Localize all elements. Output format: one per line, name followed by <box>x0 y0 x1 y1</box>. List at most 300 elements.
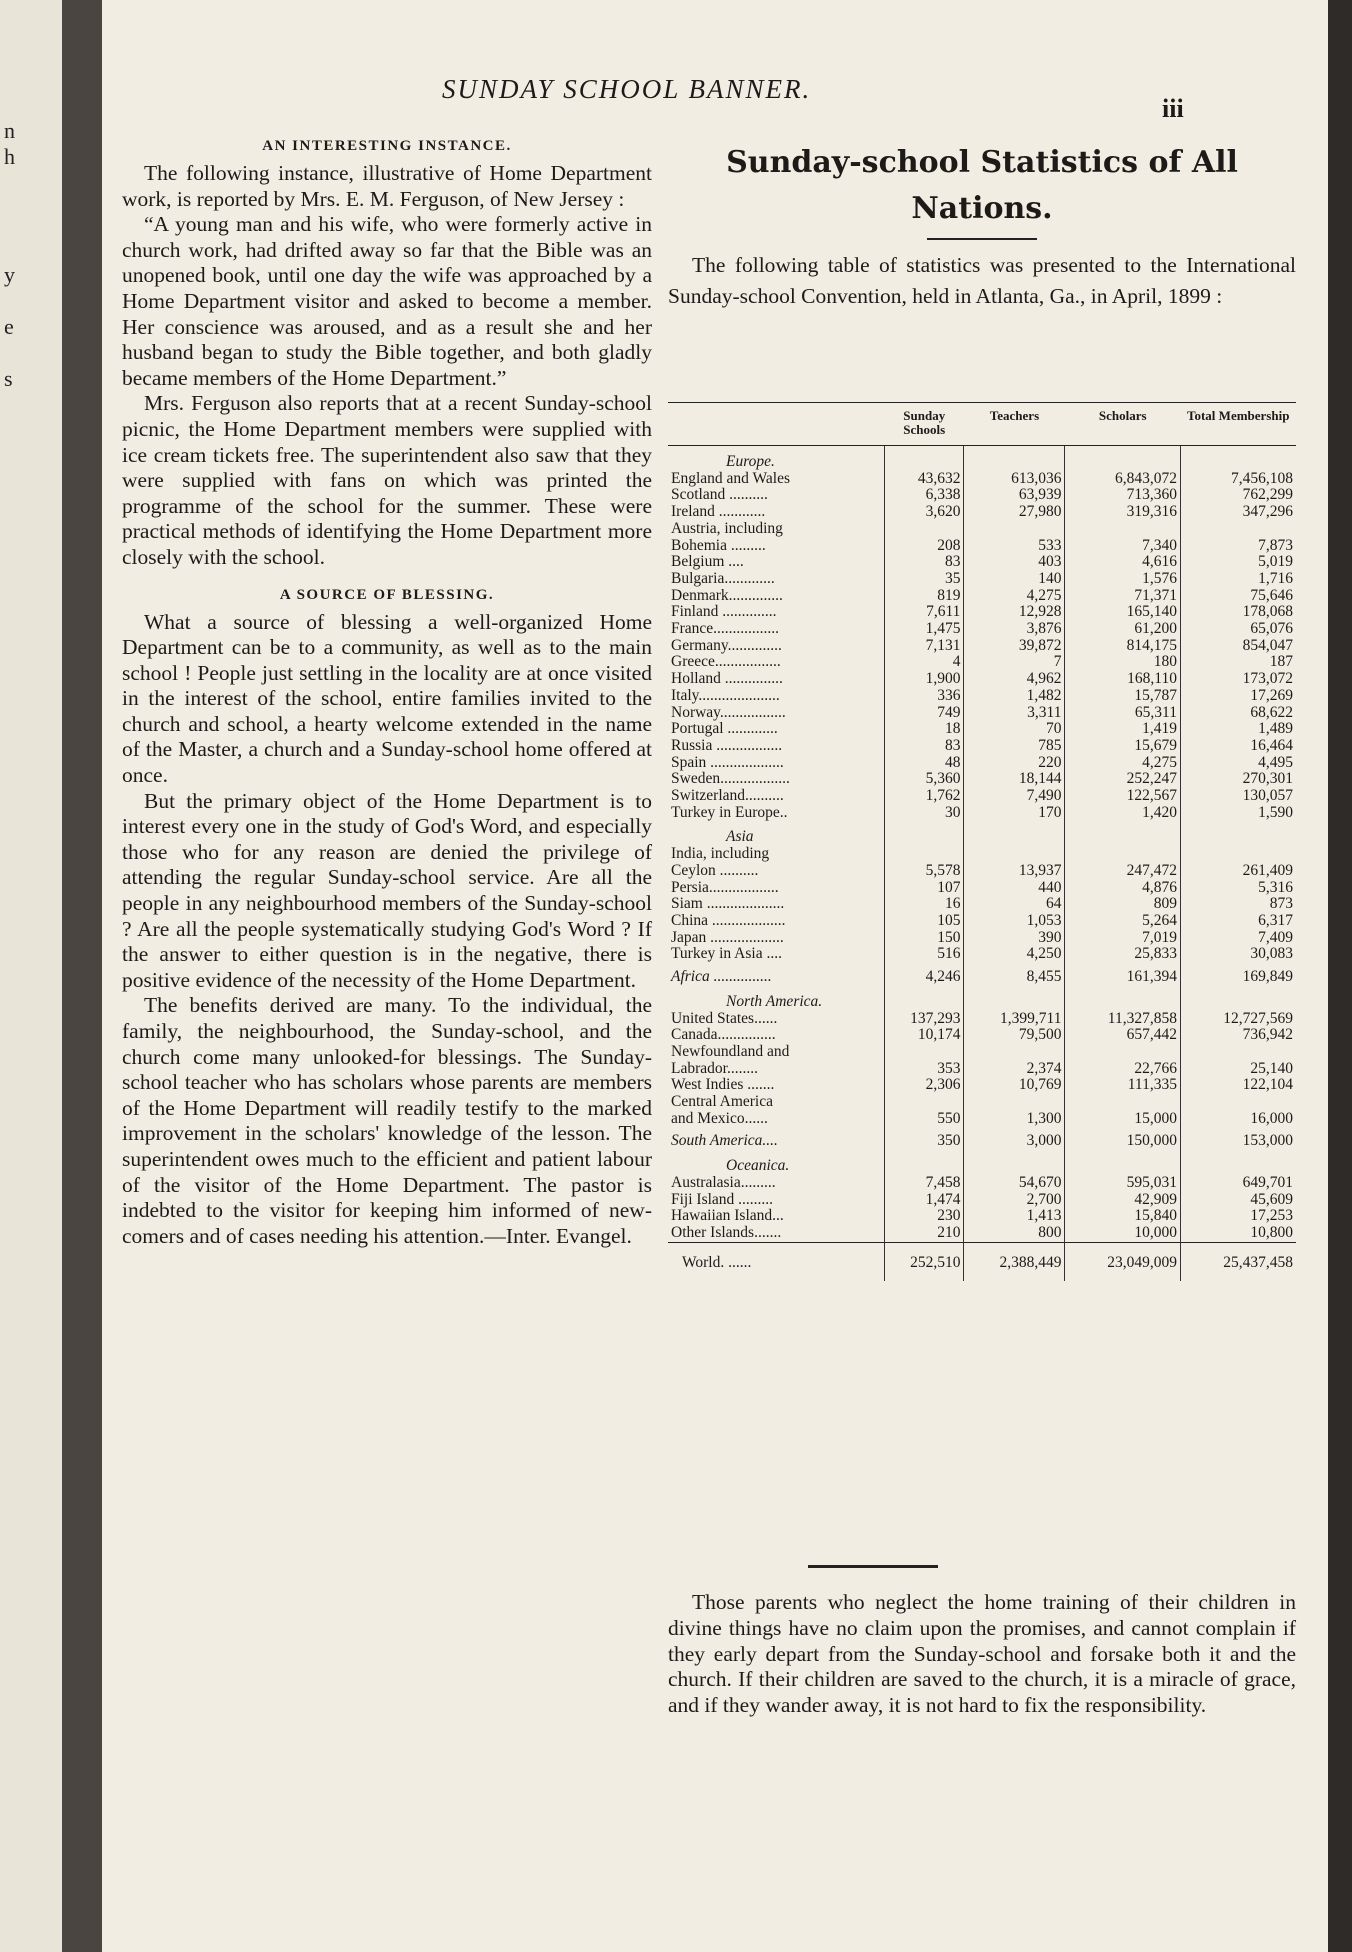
running-title: SUNDAY SCHOOL BANNER. <box>442 74 812 104</box>
table-value: 4,275 <box>964 588 1065 605</box>
adjacent-page-strip <box>0 0 62 1952</box>
table-value: 83 <box>885 554 964 571</box>
country-name: Siam .................... <box>671 895 785 913</box>
country-name: Turkey in Europe.. <box>671 803 788 821</box>
table-cell <box>1180 821 1296 846</box>
table-value: 5,360 <box>885 771 964 788</box>
table-value: 800 <box>964 1225 1065 1242</box>
table-value: 533 <box>964 538 1065 555</box>
table-row <box>668 588 1296 605</box>
table-value: 2,306 <box>885 1077 964 1094</box>
table-row <box>668 654 1296 671</box>
table-value: 230 <box>885 1208 964 1225</box>
table-value <box>885 1044 964 1061</box>
table-value: 83 <box>885 738 964 755</box>
country-name: Greece................. <box>671 653 781 671</box>
table-value: 353 <box>885 1061 964 1078</box>
table-value: 3,620 <box>885 504 964 521</box>
table-value: 25,833 <box>1065 946 1180 963</box>
table-value: 165,140 <box>1065 604 1180 621</box>
table-value: 7,490 <box>964 788 1065 805</box>
table-value: 4,876 <box>1065 880 1180 897</box>
table-row <box>668 471 1296 488</box>
region-name: Asia <box>726 828 754 846</box>
country-name: Bulgaria............. <box>671 569 775 587</box>
table-value: 18 <box>885 721 964 738</box>
table-value: 30,083 <box>1180 946 1296 963</box>
country-name: Other Islands....... <box>671 1223 782 1241</box>
table-value: 105 <box>885 913 964 930</box>
table-row <box>668 705 1296 722</box>
table-value: 657,442 <box>1065 1027 1180 1044</box>
table-value: 440 <box>964 880 1065 897</box>
table-value: 63,939 <box>964 487 1065 504</box>
table-cell <box>1065 986 1180 1011</box>
table-value: 3,000 <box>964 1133 1065 1150</box>
country-name: United States...... <box>671 1009 778 1027</box>
country-name: Finland .............. <box>671 603 777 621</box>
table-value <box>964 1094 1065 1111</box>
table-body <box>668 446 1296 1282</box>
table-row <box>668 571 1296 588</box>
table-value: 150 <box>885 930 964 947</box>
table-value: 1,419 <box>1065 721 1180 738</box>
table-cell <box>885 1150 964 1175</box>
table-value: 79,500 <box>964 1027 1065 1044</box>
table-row <box>668 946 1296 963</box>
table-value: 7,409 <box>1180 930 1296 947</box>
article-title: AN INTERESTING INSTANCE. <box>262 138 512 154</box>
table-header-blank <box>668 403 885 446</box>
article-paragraph: But the primary object of the Home Department is to interest every one in the study of God's Word, and especially those who for any reason are denied the privilege of attending the regular Sunday-school service. Are all the people in any neighbourhood members of the Sunday-school ? Are all the people systematically studying God's Word ? If the answer to either question is in the negative, there is positive evidence of the necessity of the Home Department. <box>122 788 652 992</box>
region-name: Europe. <box>726 453 775 470</box>
table-row <box>668 1094 1296 1111</box>
table-value: 208 <box>885 538 964 555</box>
table-value: 122,567 <box>1065 788 1180 805</box>
table-row <box>668 1077 1296 1094</box>
table-value: 27,980 <box>964 504 1065 521</box>
table-value: 4 <box>885 654 964 671</box>
table-value: 7 <box>964 654 1065 671</box>
table-value: 8,455 <box>964 969 1065 986</box>
table-value: 54,670 <box>964 1175 1065 1192</box>
right-column <box>668 140 1296 1718</box>
table-row <box>668 1208 1296 1225</box>
country-name: Italy..................... <box>671 686 780 704</box>
table-row <box>668 1133 1296 1150</box>
table-value: 7,131 <box>885 638 964 655</box>
table-value: 1,300 <box>964 1111 1065 1128</box>
table-value: 1,053 <box>964 913 1065 930</box>
table-value: 15,787 <box>1065 688 1180 705</box>
table-row <box>668 1225 1296 1242</box>
world-value: 2,388,449 <box>964 1242 1065 1281</box>
adjacent-page-fragment: h <box>4 144 15 169</box>
table-value: 550 <box>885 1111 964 1128</box>
table-value: 613,036 <box>964 471 1065 488</box>
table-value: 150,000 <box>1065 1133 1180 1150</box>
table-value: 1,413 <box>964 1208 1065 1225</box>
world-value: 23,049,009 <box>1065 1242 1180 1281</box>
table-value: 178,068 <box>1180 604 1296 621</box>
table-value: 1,489 <box>1180 721 1296 738</box>
table-value: 1,475 <box>885 621 964 638</box>
table-value: 13,937 <box>964 863 1065 880</box>
table-value: 1,482 <box>964 688 1065 705</box>
table-value: 649,701 <box>1180 1175 1296 1192</box>
table-value: 252,247 <box>1065 771 1180 788</box>
title-rule <box>927 238 1037 240</box>
country-name: Labrador........ <box>671 1059 758 1077</box>
table-value: 336 <box>885 688 964 705</box>
table-value: 187 <box>1180 654 1296 671</box>
country-name: Newfoundland and <box>671 1042 790 1060</box>
country-name: Hawaiian Island... <box>671 1207 784 1225</box>
table-value: 3,311 <box>964 705 1065 722</box>
article-paragraph: Mrs. Ferguson also reports that at a recent Sunday-school picnic, the Home Department members were supplied with ice cream tickets free. The superintendent also saw that they were supplied with fans on which was printed the programme of the school for the summer. These were practical methods of identifying the Home Department more closely with the school. <box>122 391 652 569</box>
article-paragraph: The following instance, illustrative of Home Department work, is reported by Mrs. E. M. Ferguson, of New Jersey : <box>122 161 652 211</box>
table-value: 137,293 <box>885 1011 964 1028</box>
book-gutter <box>62 0 102 1952</box>
adjacent-page-fragment: s <box>4 366 13 391</box>
table-value: 15,679 <box>1065 738 1180 755</box>
table-value: 10,769 <box>964 1077 1065 1094</box>
table-value <box>885 846 964 863</box>
table-value <box>1065 521 1180 538</box>
table-value: 71,371 <box>1065 588 1180 605</box>
table-value: 39,872 <box>964 638 1065 655</box>
table-row <box>668 671 1296 688</box>
table-value <box>1180 1094 1296 1111</box>
table-value: 6,843,072 <box>1065 471 1180 488</box>
table-value: 390 <box>964 930 1065 947</box>
adjacent-page-fragment: n <box>4 118 15 143</box>
table-value: 11,327,858 <box>1065 1011 1180 1028</box>
table-region-row <box>668 1150 1296 1175</box>
page-edge <box>1328 0 1352 1952</box>
table-value: 42,909 <box>1065 1192 1180 1209</box>
table-value <box>1065 1044 1180 1061</box>
table-value: 6,338 <box>885 487 964 504</box>
table-value: 170 <box>964 805 1065 822</box>
article-paragraph: “A young man and his wife, who were formerly active in church work, had drifted away so far that the Bible was an unopened book, until one day the wife was approached by a Home Department visitor and asked to become a member. Her conscience was aroused, and as a result she and her husband began to study the Bible together, and both gladly became members of the Home Department.” <box>122 212 652 390</box>
table-header-total: Total Membership <box>1180 403 1296 446</box>
statistics-title-line: Nations. <box>911 191 1053 226</box>
table-value: 749 <box>885 705 964 722</box>
closing-paragraph: Those parents who neglect the home training of their children in divine things have no claim upon the promises, and cannot complain if they early depart from the Sunday-school and forsake both it and the church. If their children are saved to the church, it is a miracle of grace, and if they wander away, it is not hard to fix the responsibility. <box>668 1590 1296 1718</box>
table-value: 873 <box>1180 896 1296 913</box>
table-value: 122,104 <box>1180 1077 1296 1094</box>
table-row <box>668 721 1296 738</box>
table-value: 168,110 <box>1065 671 1180 688</box>
table-row <box>668 1011 1296 1028</box>
table-row <box>668 638 1296 655</box>
country-name: Portugal ............. <box>671 720 778 738</box>
table-value: 7,456,108 <box>1180 471 1296 488</box>
table-row <box>668 521 1296 538</box>
country-name: India, including <box>671 845 770 863</box>
table-value: 22,766 <box>1065 1061 1180 1078</box>
country-name: Africa ............... <box>671 968 772 986</box>
table-value: 25,140 <box>1180 1061 1296 1078</box>
table-header-teachers: Teachers <box>964 403 1065 446</box>
country-name: Canada............... <box>671 1026 776 1044</box>
table-value: 220 <box>964 755 1065 772</box>
country-name: England and Wales <box>671 469 790 487</box>
table-value: 61,200 <box>1065 621 1180 638</box>
table-row <box>668 688 1296 705</box>
table-value: 68,622 <box>1180 705 1296 722</box>
table-value: 4,250 <box>964 946 1065 963</box>
table-value: 350 <box>885 1133 964 1150</box>
country-name: Denmark.............. <box>671 586 783 604</box>
table-cell <box>885 986 964 1011</box>
country-name: Switzerland.......... <box>671 787 784 805</box>
table-value: 5,264 <box>1065 913 1180 930</box>
region-name: North America. <box>726 992 823 1010</box>
table-cell <box>964 821 1065 846</box>
country-name: Persia.................. <box>671 878 779 896</box>
table-row <box>668 913 1296 930</box>
table-value: 5,578 <box>885 863 964 880</box>
table-row <box>668 604 1296 621</box>
table-value: 1,420 <box>1065 805 1180 822</box>
table-value: 10,174 <box>885 1027 964 1044</box>
table-value: 1,576 <box>1065 571 1180 588</box>
table-value: 7,340 <box>1065 538 1180 555</box>
table-value: 516 <box>885 946 964 963</box>
table-region-row <box>668 446 1296 471</box>
table-row <box>668 1044 1296 1061</box>
table-region-row <box>668 821 1296 846</box>
table-value: 713,360 <box>1065 487 1180 504</box>
table-row <box>668 771 1296 788</box>
table-value: 1,399,711 <box>964 1011 1065 1028</box>
table-row <box>668 504 1296 521</box>
country-name: Austria, including <box>671 519 783 537</box>
table-cell <box>964 986 1065 1011</box>
statistics-title-line: Sunday-school Statistics of All <box>726 145 1238 180</box>
table-value: 854,047 <box>1180 638 1296 655</box>
table-value: 16 <box>885 896 964 913</box>
country-name: Russia ................. <box>671 736 783 754</box>
country-name: South America.... <box>671 1132 778 1150</box>
table-value: 45,609 <box>1180 1192 1296 1209</box>
table-value: 180 <box>1065 654 1180 671</box>
table-value: 5,316 <box>1180 880 1296 897</box>
table-value <box>885 521 964 538</box>
country-name: Norway................. <box>671 703 786 721</box>
table-value: 15,000 <box>1065 1111 1180 1128</box>
table-value: 64 <box>964 896 1065 913</box>
table-header-row <box>668 403 1296 446</box>
table-value <box>1065 846 1180 863</box>
country-name: Turkey in Asia .... <box>671 945 782 963</box>
table-row <box>668 1175 1296 1192</box>
table-row <box>668 1061 1296 1078</box>
table-row <box>668 846 1296 863</box>
adjacent-page-fragment: e <box>4 314 14 339</box>
table-row <box>668 755 1296 772</box>
table-row <box>668 738 1296 755</box>
country-name: Japan ................... <box>671 928 784 946</box>
statistics-title <box>668 140 1296 232</box>
table-row <box>668 1192 1296 1209</box>
country-name: and Mexico...... <box>671 1109 768 1127</box>
table-region-row <box>668 986 1296 1011</box>
table-value <box>1065 1094 1180 1111</box>
statistics-intro: The following table of statistics was presented to the International Sunday-school Convention, held in Atlanta, Ga., in April, 1899 : <box>668 253 1296 308</box>
table-value <box>964 521 1065 538</box>
table-value: 6,317 <box>1180 913 1296 930</box>
table-value <box>964 1044 1065 1061</box>
table-value: 173,072 <box>1180 671 1296 688</box>
table-value: 12,928 <box>964 604 1065 621</box>
world-value: 252,510 <box>885 1242 964 1281</box>
table-value: 5,019 <box>1180 554 1296 571</box>
country-name: China ................... <box>671 911 786 929</box>
table-value: 1,716 <box>1180 571 1296 588</box>
table-value: 7,873 <box>1180 538 1296 555</box>
table-row <box>668 487 1296 504</box>
table-value: 1,762 <box>885 788 964 805</box>
table-value: 10,000 <box>1065 1225 1180 1242</box>
table-value: 15,840 <box>1065 1208 1180 1225</box>
table-value: 161,394 <box>1065 969 1180 986</box>
table-cell <box>1180 446 1296 471</box>
world-value: 25,437,458 <box>1180 1242 1296 1281</box>
table-value: 247,472 <box>1065 863 1180 880</box>
country-name: Spain ................... <box>671 753 784 771</box>
table-value: 75,646 <box>1180 588 1296 605</box>
table-value: 785 <box>964 738 1065 755</box>
document-page <box>102 0 1328 1952</box>
table-value: 153,000 <box>1180 1133 1296 1150</box>
table-value <box>964 846 1065 863</box>
table-value: 17,253 <box>1180 1208 1296 1225</box>
table-value: 4,246 <box>885 969 964 986</box>
table-value: 35 <box>885 571 964 588</box>
table-value: 403 <box>964 554 1065 571</box>
table-row <box>668 1027 1296 1044</box>
table-row <box>668 805 1296 822</box>
table-row <box>668 930 1296 947</box>
page-number: iii <box>1162 94 1184 123</box>
table-value: 16,000 <box>1180 1111 1296 1128</box>
table-row <box>668 969 1296 986</box>
table-row <box>668 554 1296 571</box>
country-name: Sweden.................. <box>671 770 790 788</box>
table-value: 30 <box>885 805 964 822</box>
table-row <box>668 538 1296 555</box>
article-paragraph: The benefits derived are many. To the individual, the family, the neighbourhood, the Sunday-school, and the church come many unlooked-for blessings. The Sunday-school teacher who has scholars whose parents are members of the Home Department will readily testify to the marked improvement in the scholars' knowledge of the lesson. The superintendent owes much to the efficient and patient labour of the visitor of the Home Department. The pastor is indebted to the visitor for keeping him informed of new-comers and of cases needing his attention.—Inter. Evangel. <box>122 993 652 1248</box>
table-value: 65,076 <box>1180 621 1296 638</box>
table-cell <box>964 1150 1065 1175</box>
table-row <box>668 621 1296 638</box>
table-value: 70 <box>964 721 1065 738</box>
region-name: Oceanica. <box>726 1157 790 1175</box>
table-value: 65,311 <box>1065 705 1180 722</box>
statistics-table <box>668 402 1296 1281</box>
table-value: 1,900 <box>885 671 964 688</box>
country-name: France................. <box>671 620 780 638</box>
table-value: 10,800 <box>1180 1225 1296 1242</box>
table-value: 210 <box>885 1225 964 1242</box>
table-header-schools: Sunday Schools <box>885 403 964 446</box>
table-value: 736,942 <box>1180 1027 1296 1044</box>
table-value: 319,316 <box>1065 504 1180 521</box>
country-name: Scotland .......... <box>671 486 768 504</box>
table-value: 261,409 <box>1180 863 1296 880</box>
table-value: 140 <box>964 571 1065 588</box>
country-name: Holland ............... <box>671 670 783 688</box>
table-value: 48 <box>885 755 964 772</box>
table-value <box>1180 1044 1296 1061</box>
table-value: 16,464 <box>1180 738 1296 755</box>
table-value: 347,296 <box>1180 504 1296 521</box>
table-value: 169,849 <box>1180 969 1296 986</box>
article-title: A SOURCE OF BLESSING. <box>279 586 495 603</box>
table-value: 107 <box>885 880 964 897</box>
table-value <box>1180 521 1296 538</box>
table-cell <box>885 821 964 846</box>
country-name: Australasia......... <box>671 1173 776 1191</box>
country-name: Ireland ............ <box>671 503 766 521</box>
table-header-scholars: Scholars <box>1065 403 1180 446</box>
table-value: 595,031 <box>1065 1175 1180 1192</box>
table-value: 3,876 <box>964 621 1065 638</box>
table-value <box>1180 846 1296 863</box>
table-value: 4,275 <box>1065 755 1180 772</box>
table-value: 17,269 <box>1180 688 1296 705</box>
country-name: Belgium .... <box>671 553 744 571</box>
table-value: 4,962 <box>964 671 1065 688</box>
table-value: 111,335 <box>1065 1077 1180 1094</box>
table-row <box>668 788 1296 805</box>
adjacent-page-fragment: y <box>4 262 15 287</box>
table-value: 18,144 <box>964 771 1065 788</box>
table-value: 43,632 <box>885 471 964 488</box>
table-cell <box>885 446 964 471</box>
world-label: World. ...... <box>668 1242 885 1281</box>
country-name: West Indies ....... <box>671 1076 775 1094</box>
table-cell <box>1180 986 1296 1011</box>
table-cell <box>1065 821 1180 846</box>
table-cell <box>1065 446 1180 471</box>
table-cell <box>1180 1150 1296 1175</box>
table-value: 12,727,569 <box>1180 1011 1296 1028</box>
article-paragraph: What a source of blessing a well-organized Home Department can be to a community, as well as to the main school ! People just settling in the locality are at once visited in the interest of the school, entire families invited to the church and school, a hearty welcome extended in the name of the Master, a church and a Sunday-school home offered at once. <box>122 609 652 788</box>
table-value: 7,611 <box>885 604 964 621</box>
country-name: Bohemia ......... <box>671 536 766 554</box>
table-row <box>668 1111 1296 1128</box>
table-value: 7,019 <box>1065 930 1180 947</box>
table-value: 2,374 <box>964 1061 1065 1078</box>
table-value: 2,700 <box>964 1192 1065 1209</box>
table-value: 4,495 <box>1180 755 1296 772</box>
table-value: 1,474 <box>885 1192 964 1209</box>
table-value: 814,175 <box>1065 638 1180 655</box>
table-value: 130,057 <box>1180 788 1296 805</box>
country-name: Ceylon .......... <box>671 861 759 879</box>
table-value: 270,301 <box>1180 771 1296 788</box>
table-row <box>668 863 1296 880</box>
table-cell <box>1065 1150 1180 1175</box>
table-total-row <box>668 1242 1296 1281</box>
table-value: 4,616 <box>1065 554 1180 571</box>
table-value: 1,590 <box>1180 805 1296 822</box>
section-rule <box>808 1565 938 1568</box>
